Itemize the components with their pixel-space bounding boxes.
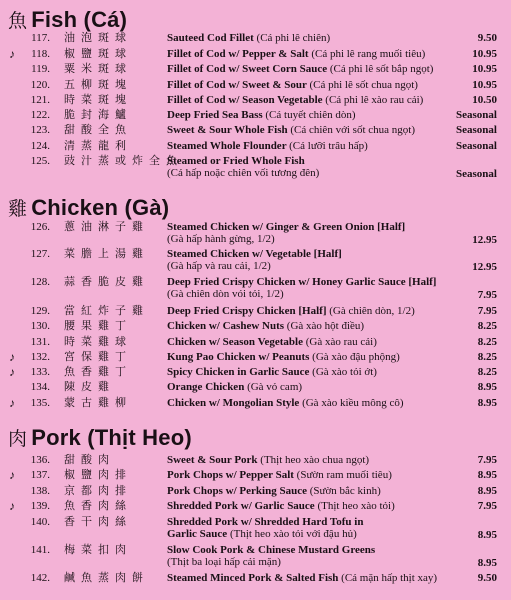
item-english-name: Chicken w/ Cashew Nuts <box>167 320 287 332</box>
item-number: 129. <box>30 305 50 317</box>
menu-item <box>0 455 511 468</box>
item-vietnamese-name: (Cá lưỡi trâu hấp) <box>289 140 368 152</box>
item-number: 138. <box>30 485 50 497</box>
item-vietnamese-name: (Thịt ba loại hấp cải mặn) <box>167 555 281 568</box>
item-chinese-name: 梅菜扣肉 <box>64 544 132 556</box>
item-vietnamese-name: (Thịt heo xào chua ngọt) <box>260 454 370 466</box>
item-name <box>167 398 467 410</box>
item-chinese-name: 椒鹽肉排 <box>64 469 132 481</box>
item-number: 126. <box>30 221 50 233</box>
menu-item <box>0 306 511 319</box>
item-english-name: Chicken w/ Season Vegetable <box>167 336 306 348</box>
item-name <box>167 249 467 272</box>
item-chinese-name: 香干肉絲 <box>64 516 132 528</box>
item-vietnamese-name: (Cá phi lê xào rau cải) <box>325 94 424 106</box>
item-vietnamese-name: (Gà chiên dòn vói tỏi, 1/2) <box>167 287 284 300</box>
item-name <box>167 382 467 394</box>
item-price: 12.95 <box>472 234 497 246</box>
item-price: 7.95 <box>477 289 497 301</box>
menu-item <box>0 64 511 77</box>
menu-item <box>0 110 511 123</box>
item-chinese-name: 椒鹽斑球 <box>64 48 132 60</box>
item-chinese-name: 油泡斑球 <box>64 32 132 44</box>
item-chinese-name: 五柳斑塊 <box>64 79 132 91</box>
menu-item <box>0 156 511 182</box>
item-price: 10.95 <box>472 63 497 75</box>
item-price: 7.95 <box>477 500 497 512</box>
item-name <box>167 455 467 467</box>
item-price: 8.95 <box>477 529 497 541</box>
item-english-name: Fillet of Cod w/ Sweet Corn Sauce <box>167 63 330 75</box>
menu-item <box>0 545 511 571</box>
item-english-name: Deep Fried Sea Bass <box>167 109 266 121</box>
item-number: 123. <box>30 124 50 136</box>
item-english-name: Fillet of Cod w/ Pepper & Salt <box>167 48 312 60</box>
item-price: 10.95 <box>472 48 497 60</box>
item-number: 132. <box>30 351 50 363</box>
item-vietnamese-name: (Cá phi lê chiên) <box>256 32 331 44</box>
item-number: 137. <box>30 469 50 481</box>
item-name <box>167 222 467 245</box>
pork-title-text: Pork (Thịt Heo) <box>31 425 192 450</box>
item-number: 141. <box>30 544 50 556</box>
item-chinese-name: 豉汁蒸或炸全魚 <box>64 155 183 167</box>
item-name <box>167 110 467 122</box>
item-vietnamese-name: (Sườn ram muối tiêu) <box>296 469 392 481</box>
pork-zh-glyph: 肉 <box>8 428 28 450</box>
menu-item <box>0 486 511 499</box>
item-price: 9.50 <box>477 32 497 44</box>
menu-item <box>0 398 511 411</box>
menu-item <box>0 573 511 586</box>
item-english-name: Sweet & Sour Whole Fish <box>167 124 291 136</box>
item-name <box>167 486 467 498</box>
item-name <box>167 306 467 318</box>
item-vietnamese-name: (Gà xào tỏi ớt) <box>312 366 377 378</box>
item-number: 135. <box>30 397 50 409</box>
item-number: 139. <box>30 500 50 512</box>
item-price: 8.95 <box>477 381 497 393</box>
item-vietnamese-name: (Gà hấp và rau cải, 1/2) <box>167 259 271 272</box>
item-chinese-name: 蔥油淋子雞 <box>64 221 149 233</box>
chicken-title-text: Chicken (Gà) <box>31 195 170 220</box>
item-english-name: Pork Chops w/ Perking Sauce <box>167 485 310 497</box>
spicy-icon: ♪ <box>9 499 15 513</box>
item-vietnamese-name: (Cá hấp noặc chiên vối tương đên) <box>167 166 320 179</box>
item-price: 8.25 <box>477 351 497 363</box>
item-name-line1: Shredded Pork w/ Shredded Hard Tofu in <box>167 516 364 528</box>
item-price: Seasonal <box>456 124 497 136</box>
item-english-name: Shredded Pork w/ Garlic Sauce <box>167 500 318 512</box>
menu-item <box>0 222 511 248</box>
item-chinese-name: 魚香雞丁 <box>64 366 132 378</box>
chicken-zh-glyph: 雞 <box>8 198 28 220</box>
item-number: 128. <box>30 276 50 288</box>
item-number: 136. <box>30 454 50 466</box>
menu-item <box>0 33 511 46</box>
item-number: 130. <box>30 320 50 332</box>
item-chinese-name: 時菜斑塊 <box>64 94 132 106</box>
item-price: 8.25 <box>477 320 497 332</box>
item-name <box>167 141 467 153</box>
item-number: 125. <box>30 155 50 167</box>
item-price: Seasonal <box>456 140 497 152</box>
item-chinese-name: 時菜雞球 <box>64 336 132 348</box>
item-english-name: Steamed or Fried Whole Fish <box>167 155 305 167</box>
fish-zh-glyph: 魚 <box>8 10 28 32</box>
spicy-icon: ♪ <box>9 468 15 482</box>
spicy-icon: ♪ <box>9 365 15 379</box>
menu-item <box>0 125 511 138</box>
item-vietnamese-name: (Cá chiên với sốt chua ngọt) <box>290 124 416 136</box>
item-number: 118. <box>31 48 50 60</box>
item-chinese-name: 腰果雞丁 <box>64 320 132 332</box>
item-english-name: Spicy Chicken in Garlic Sauce <box>167 366 313 378</box>
item-vietnamese-name: (Gà xào đậu phộng) <box>312 351 400 363</box>
item-name <box>167 95 467 107</box>
item-english-name: Fillet of Cod w/ Sweet & Sour <box>167 79 310 91</box>
item-chinese-name: 蒜香脆皮雞 <box>64 276 149 288</box>
item-vietnamese-name: (Cá phi lê sốt chua ngọt) <box>309 79 418 91</box>
item-english-name: Pork Chops w/ Pepper Salt <box>167 469 297 481</box>
item-number: 119. <box>31 63 50 75</box>
item-vietnamese-name: (Thịt heo xào tỏi với đậu hủ) <box>229 527 357 540</box>
item-price: Seasonal <box>456 109 497 121</box>
item-number: 142. <box>30 572 50 584</box>
item-chinese-name: 宮保雞丁 <box>64 351 132 363</box>
item-chinese-name: 當紅炸子雞 <box>64 305 149 317</box>
item-name-line2: Garlic Sauce <box>167 527 230 540</box>
menu-item <box>0 49 511 62</box>
item-english-name: Steamed Chicken w/ Vegetable [Half] <box>167 248 342 260</box>
item-price: 7.95 <box>477 454 497 466</box>
item-english-name: Steamed Whole Flounder <box>167 140 290 152</box>
item-name <box>167 80 467 92</box>
item-english-name: Slow Cook Pork & Chinese Mustard Greens <box>167 544 376 556</box>
spicy-icon: ♪ <box>9 396 15 410</box>
item-english-name: Steamed Chicken w/ Ginger & Green Onion [Half] <box>167 221 406 233</box>
menu-item <box>0 80 511 93</box>
item-english-name: Chicken w/ Mongolian Style <box>167 397 303 409</box>
menu-item <box>0 337 511 350</box>
item-english-name: Sauteed Cod Fillet <box>167 32 257 44</box>
item-number: 124. <box>30 140 50 152</box>
menu-item <box>0 470 511 483</box>
menu-item <box>0 141 511 154</box>
item-price: 8.95 <box>477 397 497 409</box>
menu-item <box>0 367 511 380</box>
item-number: 133. <box>30 366 50 378</box>
item-name <box>167 470 467 482</box>
menu-item <box>0 95 511 108</box>
item-name <box>167 352 467 364</box>
item-number: 117. <box>31 32 50 44</box>
menu-item <box>0 321 511 334</box>
item-price: Seasonal <box>456 168 497 180</box>
item-number: 134. <box>30 381 50 393</box>
item-name <box>167 64 467 76</box>
item-name <box>167 33 467 45</box>
item-name <box>167 573 467 585</box>
menu-item <box>0 352 511 365</box>
item-english-name: Steamed Minced Pork & Salted Fish <box>167 572 342 584</box>
item-vietnamese-name: (Cá phi lê sốt bắp ngọt) <box>329 63 434 75</box>
item-price: 7.95 <box>477 305 497 317</box>
menu-item <box>0 277 511 303</box>
item-chinese-name: 甜酸全魚 <box>64 124 132 136</box>
item-english-name: Sweet & Sour Pork <box>167 454 261 466</box>
item-price: 12.95 <box>472 261 497 273</box>
item-vietnamese-name: (Gà xào hột điều) <box>286 320 365 332</box>
item-chinese-name: 甜酸肉 <box>64 454 115 466</box>
item-price: 10.50 <box>472 94 497 106</box>
item-chinese-name: 鹹魚蒸肉餅 <box>64 572 149 584</box>
item-price: 10.95 <box>472 79 497 91</box>
item-name <box>167 321 467 333</box>
chicken-section-title <box>8 194 169 221</box>
item-name <box>167 49 467 61</box>
item-name <box>167 545 467 568</box>
menu-item <box>0 517 511 543</box>
item-english-name: Orange Chicken <box>167 381 248 393</box>
item-number: 131. <box>30 336 50 348</box>
menu-item <box>0 382 511 395</box>
item-vietnamese-name: (Gà vỏ cam) <box>247 381 303 393</box>
item-price: 8.25 <box>477 336 497 348</box>
item-price: 8.95 <box>477 557 497 569</box>
item-english-name: Kung Pao Chicken w/ Peanuts <box>167 351 313 363</box>
item-price: 8.25 <box>477 366 497 378</box>
item-english-name: Fillet of Cod w/ Season Vegetable <box>167 94 326 106</box>
item-name <box>167 501 467 513</box>
menu-item <box>0 249 511 275</box>
item-chinese-name: 魚香肉絲 <box>64 500 132 512</box>
item-name <box>167 125 467 137</box>
item-english-name: Deep Fried Crispy Chicken [Half] <box>167 305 330 317</box>
item-price: 9.50 <box>477 572 497 584</box>
item-vietnamese-name: (Gà xào kiều mông cô) <box>302 397 404 409</box>
item-number: 121. <box>30 94 50 106</box>
item-chinese-name: 菜膽上湯雞 <box>64 248 149 260</box>
item-chinese-name: 清蒸龍利 <box>64 140 132 152</box>
item-vietnamese-name: (Gà hấp hành gừng, 1/2) <box>167 232 275 245</box>
item-vietnamese-name: (Sườn bắc kinh) <box>309 485 381 497</box>
spicy-icon: ♪ <box>9 47 15 61</box>
menu-item <box>0 501 511 514</box>
spicy-icon: ♪ <box>9 350 15 364</box>
item-vietnamese-name: (Cá phi lê rang muối tiêu) <box>311 48 426 60</box>
item-number: 122. <box>30 109 50 121</box>
item-vietnamese-name: (Thịt heo xào tỏi) <box>317 500 395 512</box>
item-english-name: Deep Fried Crispy Chicken w/ Honey Garlic Sauce [Half] <box>167 276 437 288</box>
item-number: 120. <box>30 79 50 91</box>
item-number: 140. <box>30 516 50 528</box>
item-name <box>167 367 467 379</box>
item-name <box>167 337 467 349</box>
item-number: 127. <box>30 248 50 260</box>
item-chinese-name: 京都肉排 <box>64 485 132 497</box>
item-chinese-name: 粟米斑球 <box>64 63 132 75</box>
item-chinese-name: 蒙古雞柳 <box>64 397 132 409</box>
fish-title-text: Fish (Cá) <box>31 7 128 32</box>
item-name <box>167 517 467 540</box>
item-name <box>167 277 467 300</box>
item-vietnamese-name: (Gà xào rau cải) <box>305 336 377 348</box>
item-chinese-name: 脆封海鱸 <box>64 109 132 121</box>
item-price: 8.95 <box>477 485 497 497</box>
pork-section-title <box>8 424 192 451</box>
item-price: 8.95 <box>477 469 497 481</box>
item-chinese-name: 陳皮雞 <box>64 381 115 393</box>
item-vietnamese-name: (Gà chiên dòn, 1/2) <box>329 305 415 317</box>
item-vietnamese-name: (Cá mặn hấp thịt xay) <box>341 572 438 584</box>
fish-section-title <box>8 6 127 33</box>
item-vietnamese-name: (Cá tuyết chiên dòn) <box>265 109 356 121</box>
item-name <box>167 156 467 179</box>
